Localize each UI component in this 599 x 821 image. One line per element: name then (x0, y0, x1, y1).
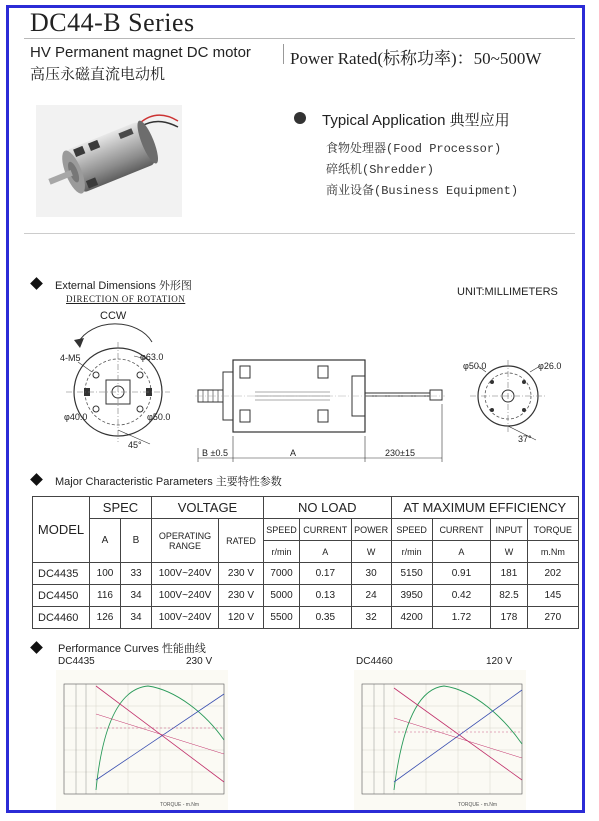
rear-view-drawing (470, 360, 546, 440)
table-cell: 0.91 (432, 563, 491, 585)
application-title: Typical Application 典型应用 (322, 112, 510, 129)
dim-label-angle37: 37° (518, 434, 532, 444)
dim-label-angle45: 45° (128, 440, 142, 450)
table-cell: 126 (90, 607, 121, 629)
header-current2: CURRENT (432, 519, 491, 541)
header-power: POWER (351, 519, 391, 541)
header-rated: RATED (219, 519, 264, 563)
table-cell: 1.72 (432, 607, 491, 629)
unit-torque: m.Nm (527, 541, 578, 563)
dimensions-title: External Dimensions 外形图 (55, 280, 192, 292)
left-curve-model: DC4435 (58, 656, 95, 667)
cell-model: DC4460 (33, 607, 90, 629)
series-title: DC44-B Series (30, 8, 195, 37)
table-cell: 100V~240V (152, 563, 219, 585)
header-noload: NO LOAD (264, 497, 392, 519)
table-cell: 24 (351, 585, 391, 607)
dim-label-lead: 230±15 (385, 448, 415, 458)
table-cell: 120 V (219, 607, 264, 629)
list-item: 商业设备(Business Equipment) (326, 184, 519, 198)
table-cell: 202 (527, 563, 578, 585)
table-cell: 30 (351, 563, 391, 585)
table-cell: 0.17 (300, 563, 351, 585)
motor-name-cn: 高压永磁直流电动机 (30, 65, 166, 83)
left-curve-voltage: 230 V (186, 656, 213, 667)
table-cell: 100 (90, 563, 121, 585)
table-cell: 0.35 (300, 607, 351, 629)
table-cell: 4200 (391, 607, 432, 629)
power-rated: Power Rated(标称功率)：50~500W (290, 49, 542, 68)
table-cell: 178 (491, 607, 527, 629)
dim-label-d50r: φ50.0 (463, 361, 487, 371)
parameters-table (32, 496, 579, 629)
header-operating: OPERATING RANGE (152, 519, 219, 563)
header-current: CURRENT (300, 519, 351, 541)
table-row (33, 563, 579, 585)
table-cell: 145 (527, 585, 578, 607)
dim-label-a: A (290, 448, 297, 458)
left-performance-chart (56, 670, 228, 810)
right-curve-model: DC4460 (356, 656, 393, 667)
table-cell: 0.13 (300, 585, 351, 607)
right-performance-chart (354, 670, 526, 810)
header-torque: TORQUE (527, 519, 578, 541)
table-cell: 116 (90, 585, 121, 607)
unit-current2: A (432, 541, 491, 563)
cell-model: DC4450 (33, 585, 90, 607)
header-maxeff: AT MAXIMUM EFFICIENCY (391, 497, 578, 519)
right-chart-xaxis: TORQUE - m.Nm (458, 802, 498, 808)
table-cell: 270 (527, 607, 578, 629)
table-cell: 5150 (391, 563, 432, 585)
header-model: MODEL (33, 497, 90, 563)
header-input: INPUT (491, 519, 527, 541)
rotation-direction-label: DIRECTION OF ROTATION (66, 294, 186, 304)
table-cell: 100V~240V (152, 585, 219, 607)
table-cell: 3950 (391, 585, 432, 607)
unit-current: A (300, 541, 351, 563)
dim-label-holes: 4-M5 (60, 353, 81, 363)
list-item: 碎纸机(Shredder) (326, 163, 435, 177)
table-cell: 100V~240V (152, 607, 219, 629)
table-cell: 5500 (264, 607, 300, 629)
unit-label: UNIT:MILLIMETERS (457, 286, 558, 298)
header-voltage: VOLTAGE (152, 497, 264, 519)
table-cell: 34 (121, 585, 152, 607)
dim-label-b: B ±0.5 (202, 448, 228, 458)
dim-label-d26: φ26.0 (538, 361, 562, 371)
header-a: A (90, 519, 121, 563)
unit-speed: r/min (264, 541, 300, 563)
table-cell: 7000 (264, 563, 300, 585)
table-cell: 0.42 (432, 585, 491, 607)
motor-name-en: HV Permanent magnet DC motor (30, 44, 251, 61)
left-chart-xaxis: TORQUE - m.Nm (160, 802, 200, 808)
dim-label-d63: φ63.0 (140, 352, 164, 362)
ccw-label: CCW (100, 310, 127, 322)
right-curve-voltage: 120 V (486, 656, 513, 667)
parameters-title: Major Characteristic Parameters 主要特性参数 (55, 476, 282, 488)
dim-label-d40: φ40.0 (64, 412, 88, 422)
table-cell: 33 (121, 563, 152, 585)
side-view-drawing (195, 360, 445, 462)
dim-label-d50: φ50.0 (147, 412, 171, 422)
table-cell: 181 (491, 563, 527, 585)
table-cell: 230 V (219, 585, 264, 607)
curves-title: Performance Curves 性能曲线 (58, 643, 206, 655)
table-cell: 5000 (264, 585, 300, 607)
table-cell: 34 (121, 607, 152, 629)
table-cell: 32 (351, 607, 391, 629)
unit-input: W (491, 541, 527, 563)
header-spec: SPEC (90, 497, 152, 519)
table-row (33, 607, 579, 629)
table-cell: 82.5 (491, 585, 527, 607)
unit-power: W (351, 541, 391, 563)
header-speed2: SPEED (391, 519, 432, 541)
cell-model: DC4435 (33, 563, 90, 585)
header-speed: SPEED (264, 519, 300, 541)
table-row (33, 585, 579, 607)
header-b: B (121, 519, 152, 563)
unit-speed2: r/min (391, 541, 432, 563)
list-item: 食物处理器(Food Processor) (326, 142, 502, 156)
table-cell: 230 V (219, 563, 264, 585)
